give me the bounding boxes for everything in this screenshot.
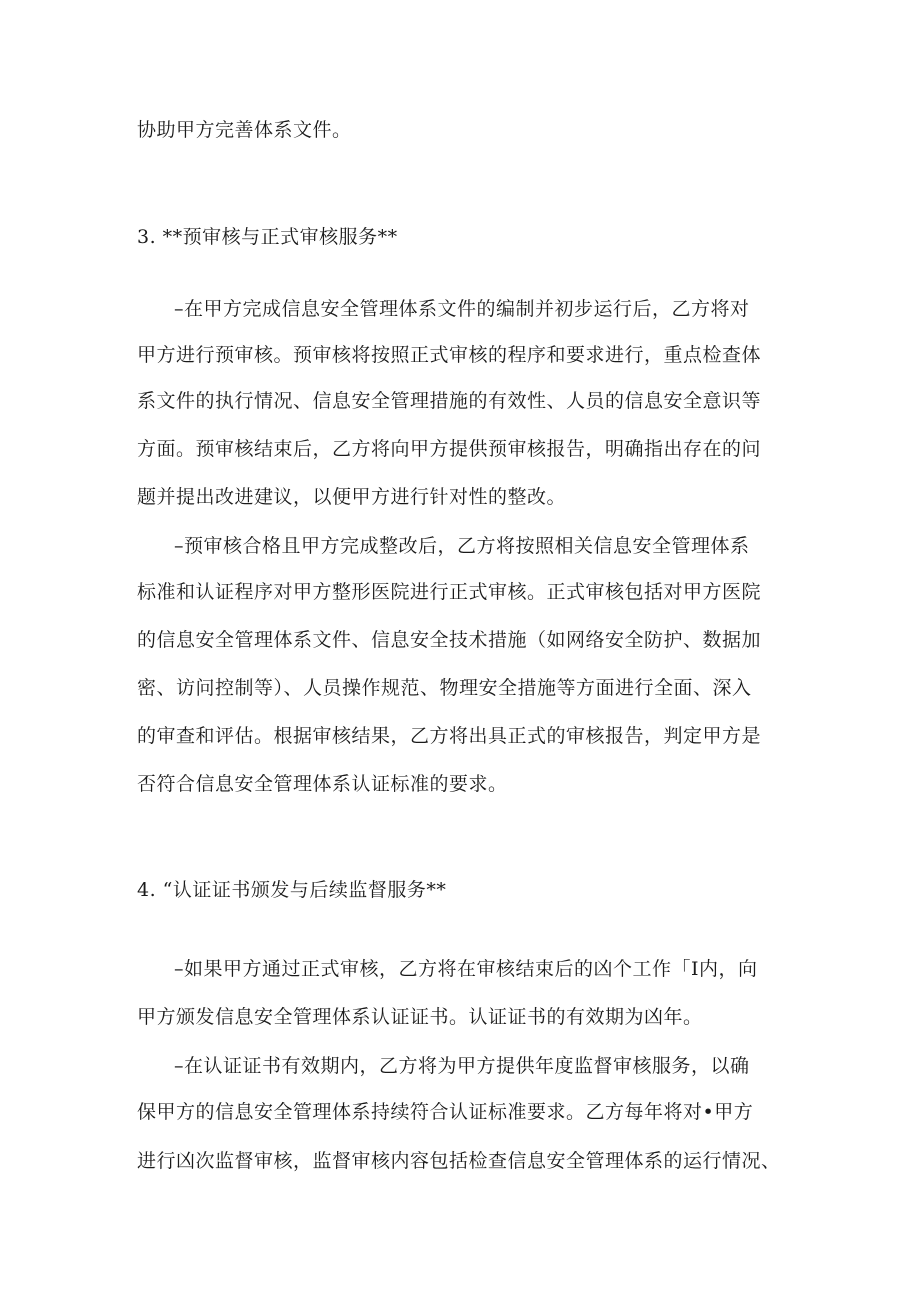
intro-tail-line: 协助甲方完善体系文件。: [137, 119, 352, 141]
section3-p2-line4: 密、访问控制等）、人员操作规范、物理安全措施等方面进行全面、深入: [137, 677, 752, 699]
section4-p1-line2: 甲方颁发信息安全管理体系认证证书。认证证书的有效期为凶年。: [137, 1006, 703, 1028]
section3-p1-line3: 系文件的执行情况、信息安全管理措施的有效性、人员的信息安全意识等: [137, 390, 762, 412]
section3-heading: 3. **预审核与正式审核服务**: [137, 226, 398, 248]
section3-p2-line3: 的信息安全管理体系文件、信息安全技术措施（如网络安全防护、数据加: [137, 629, 762, 651]
section3-p2-line1: –预审核合格且甲方完成整改后，乙方将按照相关信息安全管理体系: [174, 535, 750, 557]
section3-p1-line5: 题并提出改进建议，以便甲方进行针对性的整改。: [137, 486, 567, 508]
section3-p2-line6: 否符合信息安全管理体系认证标准的要求。: [137, 773, 508, 795]
section3-p2-line2: 标准和认证程序对甲方整形医院进行正式审核。正式审核包括对甲方医院: [137, 581, 762, 603]
section3-p2-line5: 的审查和评估。根据审核结果，乙方将出具正式的审核报告，判定甲方是: [137, 725, 762, 747]
section3-p1-line2: 甲方进行预审核。预审核将按照正式审核的程序和要求进行，重点检查体: [137, 344, 762, 366]
section4-heading: 4. “认证证书颁发与后续监督服务**: [137, 879, 447, 901]
section4-p1-line1: –如果甲方通过正式审核，乙方将在审核结束后的凶个工作「I内，向: [174, 958, 758, 980]
section4-p2-line1: –在认证证书有效期内，乙方将为甲方提供年度监督审核服务，以确: [174, 1055, 750, 1077]
section4-p2-line2: 保甲方的信息安全管理体系持续符合认证标准要求。乙方每年将对•甲方: [137, 1101, 754, 1123]
section4-p2-line3: 进行凶次监督审核，监督审核内容包括检查信息安全管理体系的运行情况、: [137, 1150, 781, 1172]
section3-p1-line4: 方面。预审核结束后，乙方将向甲方提供预审核报告，明确指出存在的问: [137, 438, 762, 460]
section3-p1-line1: –在甲方完成信息安全管理体系文件的编制并初步运行后，乙方将对: [174, 298, 750, 320]
